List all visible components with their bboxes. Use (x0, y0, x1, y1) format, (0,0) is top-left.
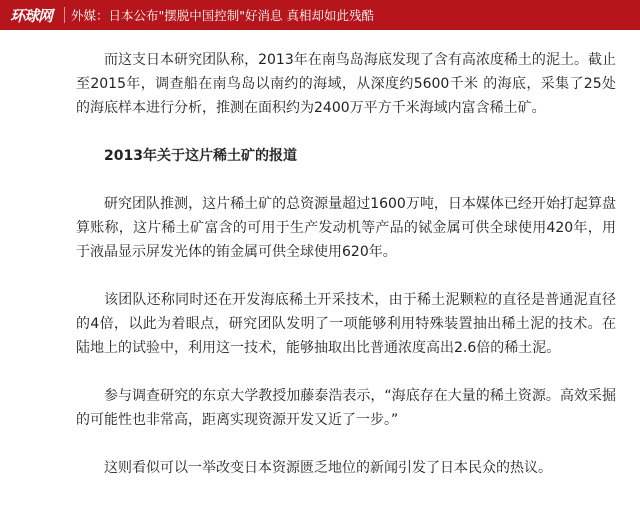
article-body (76, 48, 616, 504)
article-paragraph-1: 而这支日本研究团队称，2013年在南鸟岛海底发现了含有高浓度稀土的泥土。截止至2015年，调查船在南鸟岛以南约的海域，从深度约5600千米 的海底，采集了25处的海底样本进行分析，推测在面积约为2400万平方千米海域内富含稀土矿。 (76, 52, 616, 116)
article-paragraph-2: 研究团队推测，这片稀土矿的总资源量超过1600万吨，日本媒体已经开始打起算盘算账称，这片稀土矿富含的可用于生产发动机等产品的铽金属可供全球使用420年，用于液晶显示屏发光体的铕金属可供全球使用620年。 (76, 196, 616, 260)
article-subheading: 2013年关于这片稀土矿的报道 (104, 148, 297, 164)
article-paragraph-5: 这则看似可以一举改变日本资源匮乏地位的新闻引发了日本民众的热议。 (104, 460, 552, 476)
header-divider (64, 7, 65, 23)
article-paragraph-3: 该团队还称同时还在开发海底稀土开采技术，由于稀土泥颗粒的直径是普通泥直径的4倍，以此为着眼点，研究团队发明了一项能够利用特殊装置抽出稀土泥的技术。在陆地上的试验中，利用这一技术，能够抽取出比普通浓度高出2.6倍的稀土泥。 (76, 292, 616, 356)
site-logo[interactable]: 环球网 (9, 6, 52, 25)
article-headline[interactable]: 外媒：日本公布"摆脱中国控制"好消息 真相却如此残酷 (71, 8, 374, 23)
article-paragraph-4: 参与调查研究的东京大学教授加藤泰浩表示，“海底存在大量的稀土资源。高效采掘的可能性也非常高，距离实现资源开发又近了一步。” (76, 388, 616, 428)
top-header-bar (0, 0, 640, 30)
